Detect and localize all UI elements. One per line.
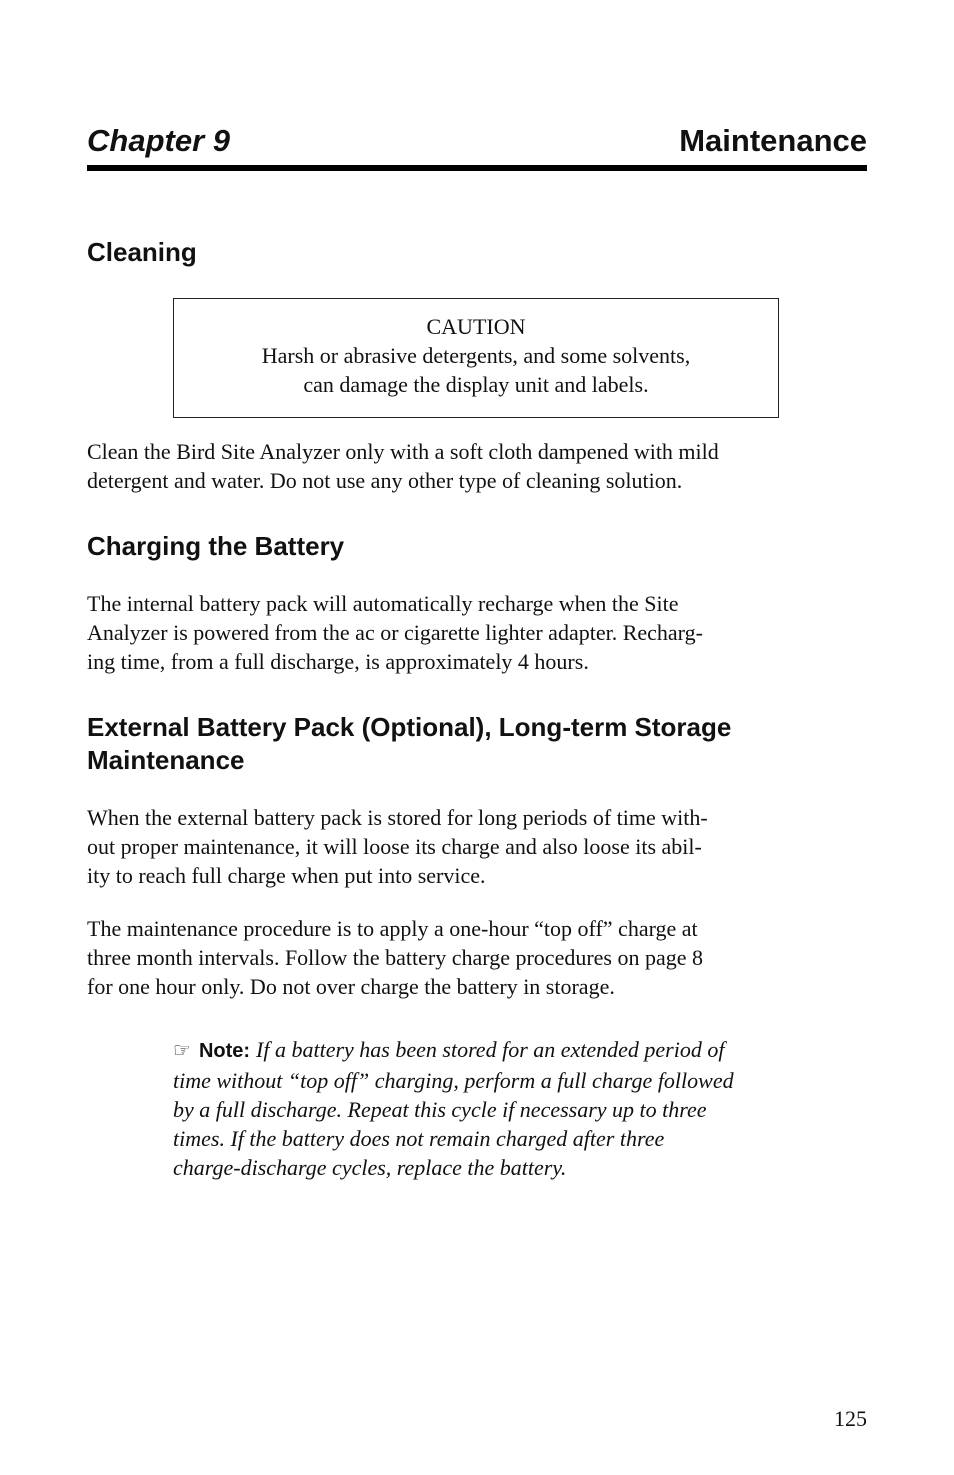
caution-box xyxy=(173,298,779,418)
note-line: time without “top off” charging, perform a full charge followed xyxy=(173,1068,734,1093)
paragraph-cleaning xyxy=(87,437,867,495)
paragraph-line: detergent and water. Do not use any other type of cleaning solution. xyxy=(87,468,683,493)
paragraph-line: out proper maintenance, it will loose its charge and also loose its abil- xyxy=(87,834,702,859)
note-label: Note: xyxy=(198,1040,251,1062)
note-line: by a full discharge. Repeat this cycle if necessary up to three xyxy=(173,1097,707,1122)
caution-title: CAUTION xyxy=(426,314,526,339)
paragraph-charging xyxy=(87,589,867,676)
note-block xyxy=(173,1035,867,1182)
paragraph-line: Clean the Bird Site Analyzer only with a soft cloth dampened with mild xyxy=(87,439,719,464)
heading-external-battery xyxy=(87,711,867,777)
paragraph-line: The internal battery pack will automatically recharge when the Site xyxy=(87,591,679,616)
caution-line-1: Harsh or abrasive detergents, and some solvents, xyxy=(261,343,691,368)
chapter-title: Maintenance xyxy=(679,123,867,158)
note-line: times. If the battery does not remain charged after three xyxy=(173,1126,665,1151)
caution-line-2: can damage the display unit and labels. xyxy=(303,372,649,397)
paragraph-external-1 xyxy=(87,803,867,890)
paragraph-line: ing time, from a full discharge, is approximately 4 hours. xyxy=(87,649,589,674)
paragraph-line: ity to reach full charge when put into service. xyxy=(87,863,486,888)
note-line: charge-discharge cycles, replace the battery. xyxy=(173,1155,567,1180)
paragraph-line: three month intervals. Follow the battery charge procedures on page 8 xyxy=(87,945,704,970)
pointing-hand-icon: ☞ xyxy=(173,1038,191,1062)
heading-charging: Charging the Battery xyxy=(87,531,345,561)
note-first-line xyxy=(173,1035,867,1066)
page-number: 125 xyxy=(834,1406,867,1431)
heading-line: Maintenance xyxy=(87,745,245,775)
heading-line: External Battery Pack (Optional), Long-term Storage xyxy=(87,712,732,742)
chapter-header xyxy=(87,118,867,168)
note-text: If a battery has been stored for an extended period of xyxy=(256,1037,725,1062)
paragraph-line: The maintenance procedure is to apply a one-hour “top off” charge at xyxy=(87,916,698,941)
paragraph-line: Analyzer is powered from the ac or cigarette lighter adapter. Recharg- xyxy=(87,620,703,645)
chapter-label: Chapter 9 xyxy=(87,123,230,158)
header-rule xyxy=(87,165,867,171)
heading-cleaning: Cleaning xyxy=(87,237,197,267)
paragraph-line: for one hour only. Do not over charge the battery in storage. xyxy=(87,974,615,999)
paragraph-external-2 xyxy=(87,914,867,1001)
paragraph-line: When the external battery pack is stored for long periods of time with- xyxy=(87,805,708,830)
